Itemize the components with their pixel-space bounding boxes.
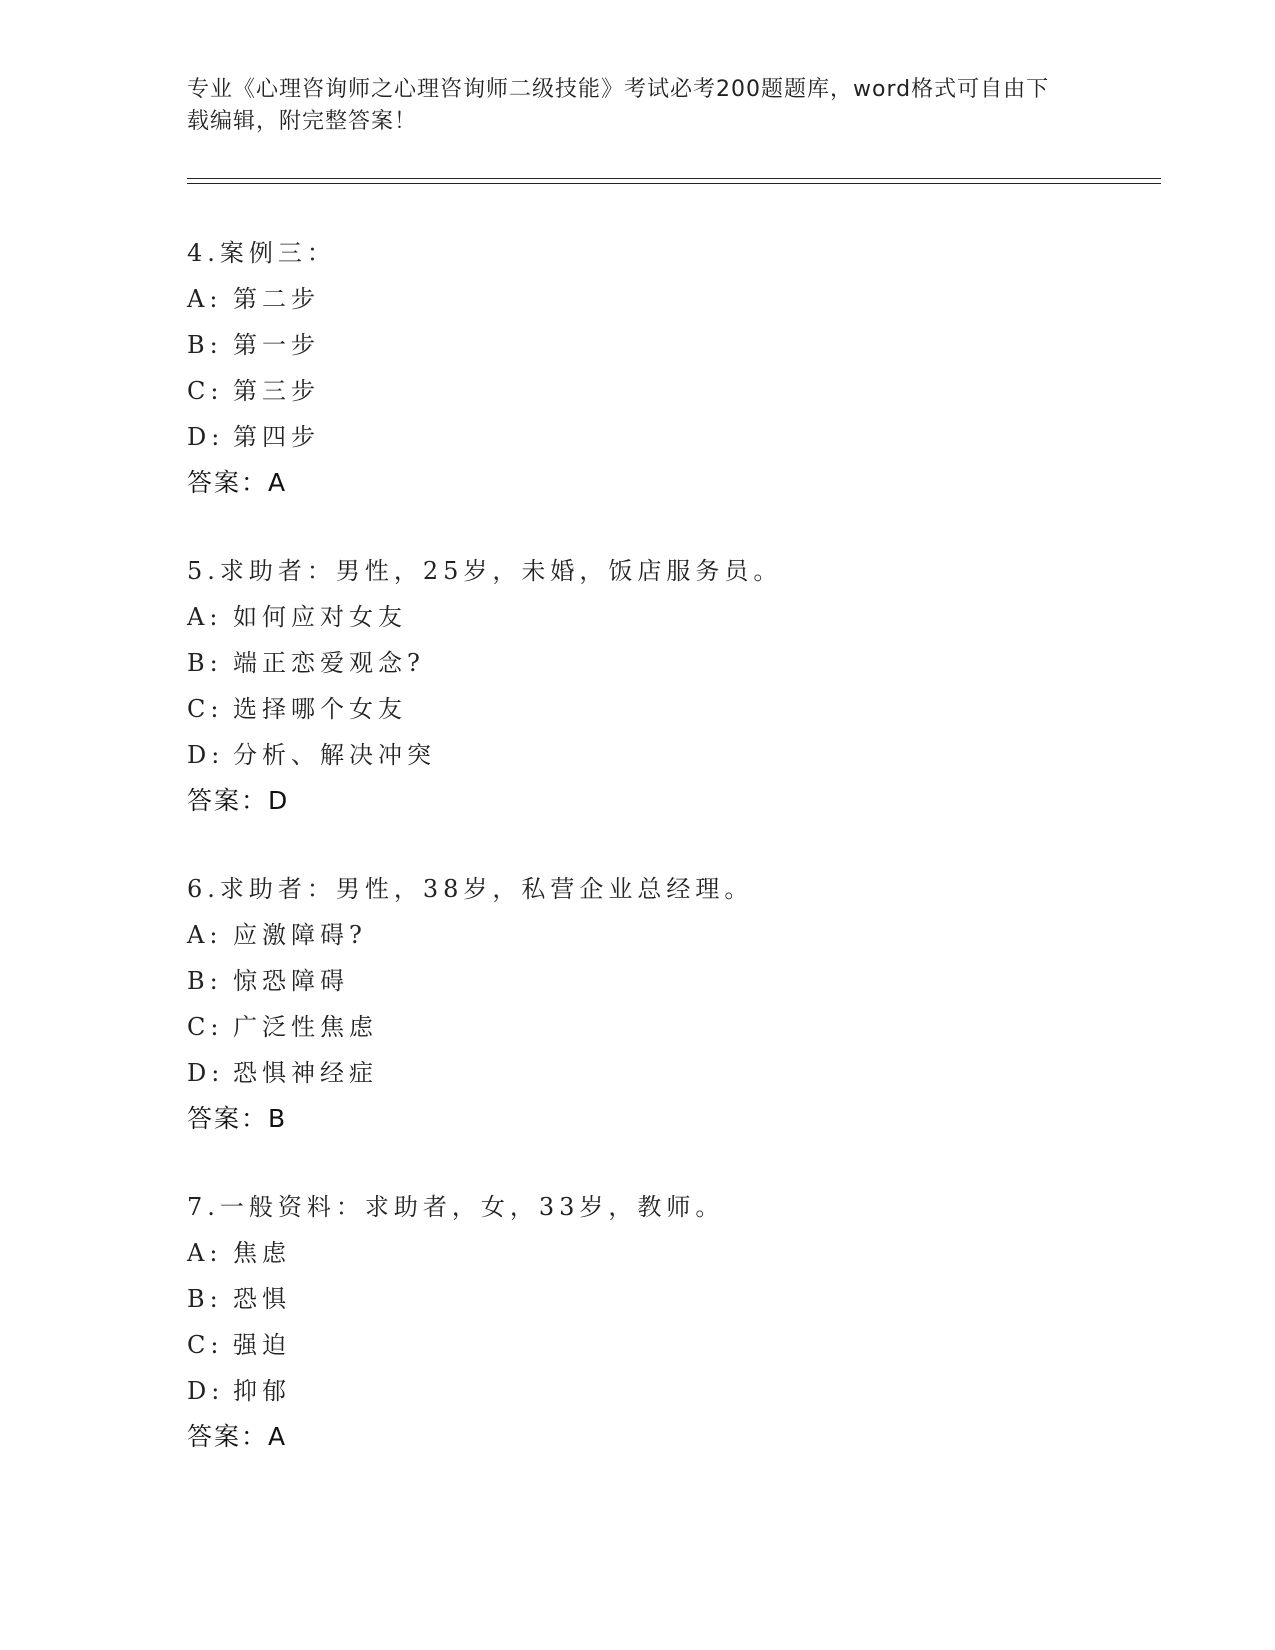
option-label: D: xyxy=(187,741,225,769)
option-text: 选择哪个女友 xyxy=(233,695,407,723)
option-text: 第三步 xyxy=(233,377,320,405)
option-c xyxy=(187,686,1147,732)
option-text: 分析、解决冲突 xyxy=(233,741,436,769)
option-b xyxy=(187,1276,1147,1322)
document-header: 专业《心理咨询师之心理咨询师二级技能》考试必考200题题库，word格式可自由下载编辑，附完整答案！ xyxy=(187,77,1050,134)
option-text: 如何应对女友 xyxy=(233,603,407,631)
option-label: A: xyxy=(187,1239,223,1267)
option-label: B: xyxy=(187,649,223,677)
option-label: D: xyxy=(187,1377,225,1405)
option-d xyxy=(187,1368,1147,1414)
option-c xyxy=(187,368,1147,414)
option-text: 广泛性焦虑 xyxy=(233,1013,378,1041)
question-stem: 7.一般资料：求助者，女，33岁，教师。 xyxy=(187,1193,725,1221)
option-d xyxy=(187,732,1147,778)
option-label: B: xyxy=(187,967,223,995)
option-text: 应激障碍? xyxy=(233,921,367,949)
option-d xyxy=(187,1050,1147,1096)
option-a xyxy=(187,594,1147,640)
header-divider-top xyxy=(187,178,1161,179)
answer-line: 答案：A xyxy=(187,1422,288,1451)
question-block xyxy=(187,548,1147,824)
option-text: 恐惧 xyxy=(233,1285,291,1313)
option-d xyxy=(187,414,1147,460)
option-label: B: xyxy=(187,331,223,359)
option-b xyxy=(187,640,1147,686)
option-label: D: xyxy=(187,1059,225,1087)
option-a xyxy=(187,912,1147,958)
option-text: 焦虑 xyxy=(233,1239,291,1267)
answer-line: 答案：B xyxy=(187,1104,288,1133)
option-label: B: xyxy=(187,1285,223,1313)
option-a xyxy=(187,1230,1147,1276)
question-block xyxy=(187,230,1147,506)
option-text: 端正恋爱观念? xyxy=(233,649,425,677)
option-b xyxy=(187,958,1147,1004)
option-c xyxy=(187,1004,1147,1050)
option-label: A: xyxy=(187,603,223,631)
option-text: 第二步 xyxy=(233,285,320,313)
option-text: 第四步 xyxy=(233,423,320,451)
option-label: C: xyxy=(187,695,224,723)
answer-line: 答案：D xyxy=(187,786,290,815)
option-a xyxy=(187,276,1147,322)
option-label: C: xyxy=(187,1331,224,1359)
option-c xyxy=(187,1322,1147,1368)
header-divider-bottom xyxy=(187,183,1161,184)
option-label: C: xyxy=(187,377,224,405)
question-stem: 4.案例三： xyxy=(187,239,336,267)
option-label: D: xyxy=(187,423,225,451)
question-block xyxy=(187,866,1147,1142)
question-block xyxy=(187,1184,1147,1460)
answer-line: 答案：A xyxy=(187,468,288,497)
question-stem: 6.求助者：男性，38岁，私营企业总经理。 xyxy=(187,875,754,903)
option-label: C: xyxy=(187,1013,224,1041)
question-stem: 5.求助者：男性，25岁，未婚，饭店服务员。 xyxy=(187,557,783,585)
option-label: A: xyxy=(187,921,223,949)
option-label: A: xyxy=(187,285,223,313)
option-text: 抑郁 xyxy=(233,1377,291,1405)
option-text: 第一步 xyxy=(233,331,320,359)
option-text: 惊恐障碍 xyxy=(233,967,349,995)
option-b xyxy=(187,322,1147,368)
option-text: 恐惧神经症 xyxy=(233,1059,378,1087)
option-text: 强迫 xyxy=(233,1331,291,1359)
